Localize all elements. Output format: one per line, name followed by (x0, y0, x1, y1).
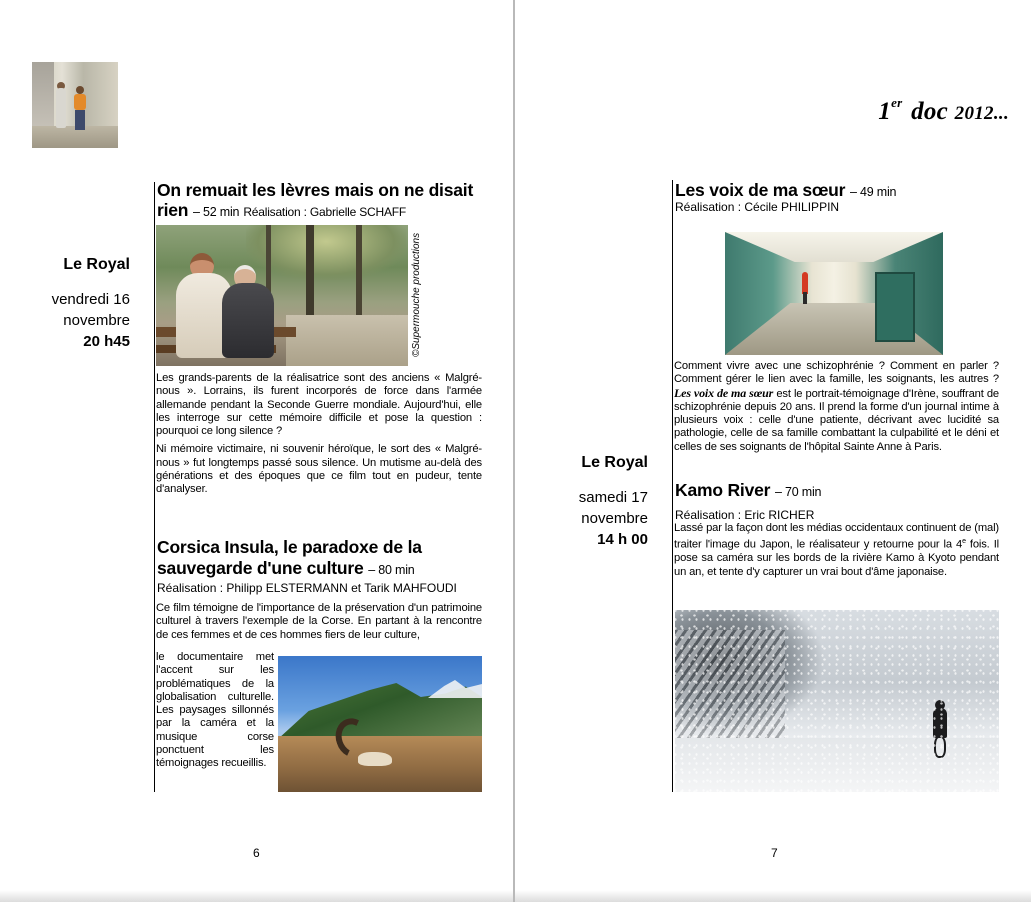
film1-description (156, 372, 482, 502)
venue-block-left (10, 254, 130, 352)
right-page (515, 0, 1031, 902)
film-title-les-voix: Les voix de ma sœur – 49 min (675, 180, 897, 200)
film1-paragraph-2: Ni mémoire victimaire, ni souvenir héroïque, le sort des « Malgré-nous » fut longtemps passé sous silence. Un mutisme au-delà des générations et des époques que ce film tout en pudeur, tente d'analyser. (156, 443, 482, 496)
film1-paragraph-1: Les grands-parents de la réalisatrice sont des anciens « Malgré-nous ». Lorrains, ils furent incorporés de force dans l'armée allemande pendant la Seconde Guerre mondiale. Aujourd'hui, elle les interroge sur cette mémoire difficile et pose la question : pourquoi ce long silence ? (156, 372, 482, 438)
film-director: Réalisation : Eric RICHER (675, 508, 815, 522)
film-title-corsica: Corsica Insula, le paradoxe de la sauvegarde d'une culture – 80 min (157, 537, 422, 578)
film-duration: – 52 min (192, 205, 240, 219)
page-number: 6 (253, 846, 260, 860)
left-page (0, 0, 513, 902)
venue-day: vendredi 16 (51, 291, 130, 308)
venue-month: novembre (581, 510, 648, 527)
film2-description: Lassé par la façon dont les médias occidentaux continuent de (mal) traiter l'image du Japon, le réalisateur y retourne pour la 4e fois. Il pose sa caméra sur les bords de la rivière Kamo à Kyoto pendant un an, et tente d'y capturer un vrai bout d'âme japonaise. (674, 522, 999, 578)
column-rule-right (672, 180, 673, 792)
venue-time: 20 h45 (83, 333, 130, 350)
film2-description-side: le documentaire met l'accent sur les problématiques de la globalisation culturelle. Les paysages sillonnés par la caméra et la musique corse ponctuent les témoignages recueillis. (156, 651, 274, 770)
venue-day: samedi 17 (578, 489, 648, 506)
venue-name: Le Royal (63, 256, 130, 273)
film-title-on-remuait: On remuait les lèvres mais on ne disait rien – 52 min Réalisation : Gabrielle SCHAFF (157, 180, 474, 220)
header-title: 1er doc 2012... (878, 95, 1009, 125)
elderly-couple-photo (156, 225, 408, 366)
page-number: 7 (771, 846, 778, 860)
hospital-corridor-photo (725, 232, 943, 355)
film-director: Réalisation : Cécile PHILIPPIN (675, 200, 840, 214)
film-title-emphasis: Les voix de ma sœur (674, 385, 774, 400)
venue-time: 14 h 00 (597, 531, 648, 548)
venue-name: Le Royal (581, 454, 648, 471)
film-director: Réalisation : Gabrielle SCHAFF (243, 205, 407, 219)
film-director: Réalisation : Philipp ELSTERMANN et Tarik MAHFOUDI (157, 581, 457, 595)
film2-description-top: Ce film témoigne de l'importance de la préservation d'un patrimoine culturel à travers l'exemple de la Corse. En partant à la rencontre de ces femmes et de ces hommes fiers de leur culture, (156, 602, 482, 641)
film-title-kamo-river: Kamo River – 70 min (675, 480, 822, 500)
photo-credit: ©Supermouche productions (411, 232, 422, 357)
venue-month: novembre (63, 312, 130, 329)
corsica-landscape-photo (278, 656, 482, 792)
film-duration: – 70 min (774, 485, 822, 499)
column-rule-left (154, 182, 155, 792)
film-duration: – 49 min (849, 185, 897, 199)
venue-block-right (525, 452, 648, 550)
film1-description: Comment vivre avec une schizophrénie ? Comment en parler ? Comment gérer le lien avec la famille, les soignants, les autres ? Les voix de ma sœur est le portrait-témoignage d'Irène, souffrant de schizophrénie depuis 20 ans. Il prend la forme d'un journal intime à plusieurs voix : celle d'une patiente, décrivant avec lucidité sa pathologie, celle de sa famille combattant la culpabilité et le déni et celles de ses soignants de l'hôpital Sainte Anne à Paris. (674, 360, 999, 453)
snowy-cyclist-photo (675, 610, 999, 792)
children-photo (32, 62, 118, 148)
film-duration: – 80 min (368, 563, 415, 577)
